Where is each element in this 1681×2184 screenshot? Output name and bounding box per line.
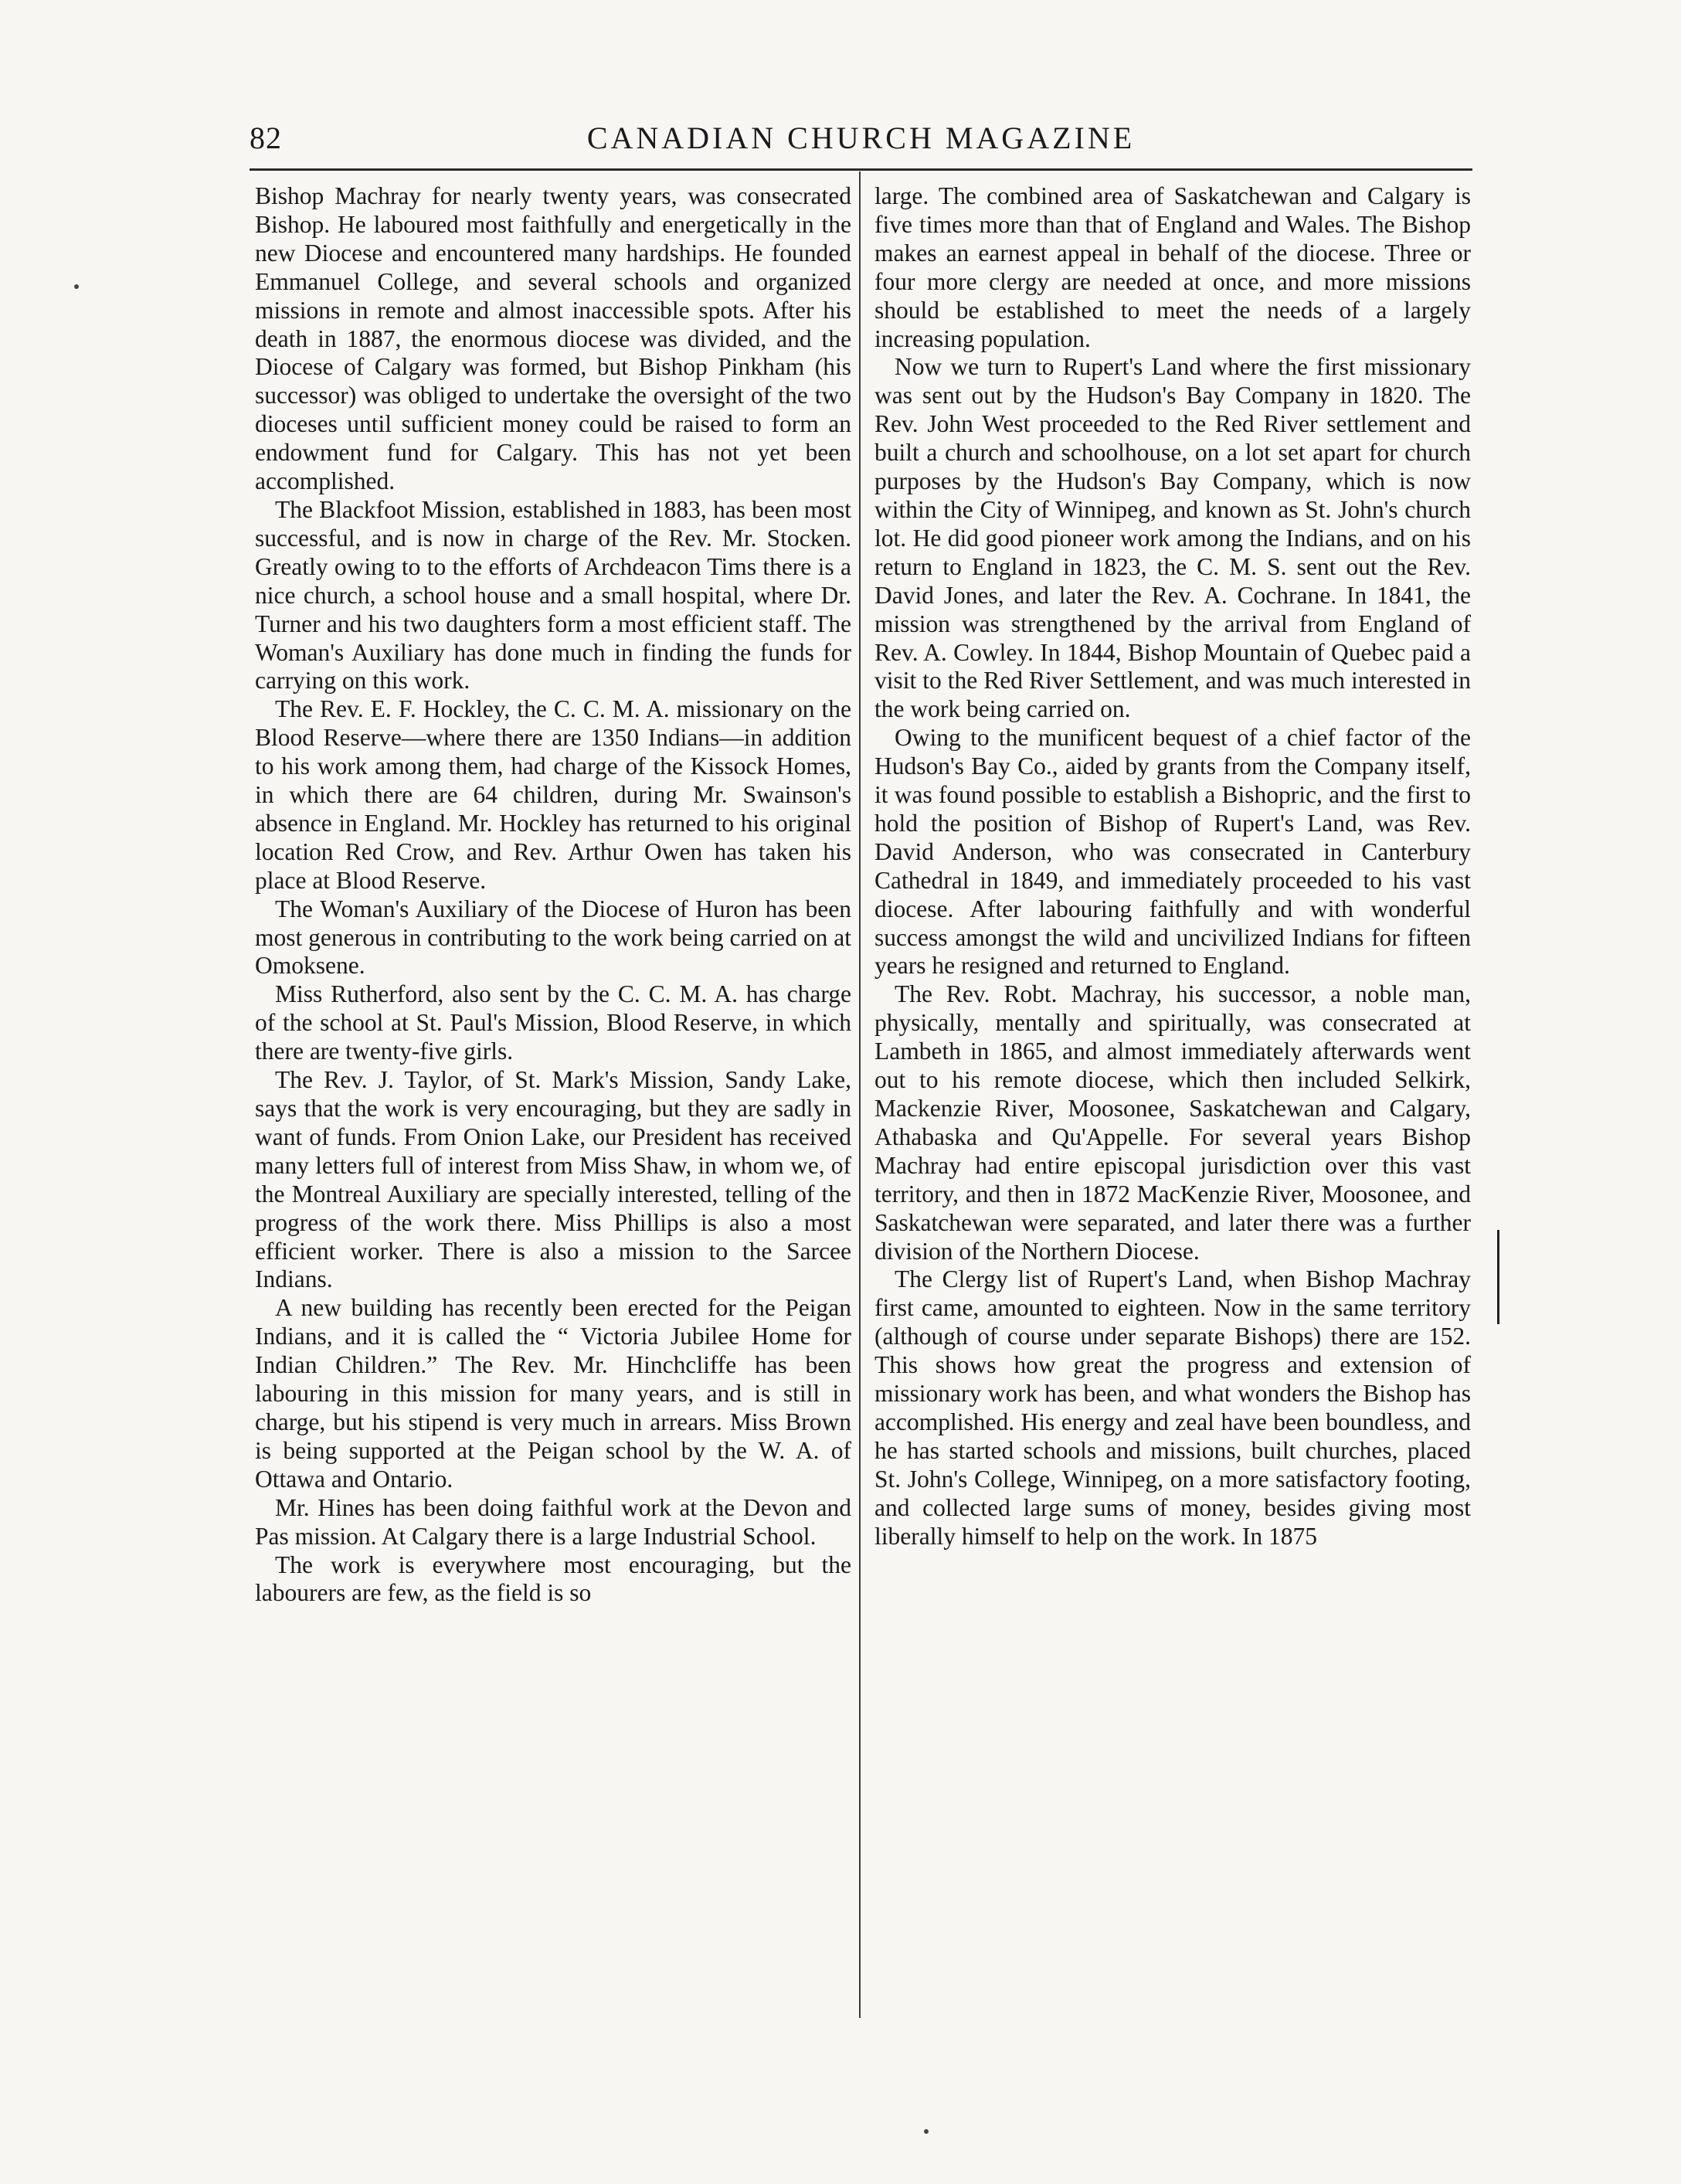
page-header	[250, 120, 1472, 166]
paragraph: The Clergy list of Rupert's Land, when Bishop Machray first came, amounted to eighteen. Now in the same territory (although of course under separate Bishops) there are 152. This shows how great the progress and extension of missionary work has been, and what wonders the Bishop has accomplished. His energy and zeal have been boundless, and he has started schools and missions, built churches, placed St. John's College, Winnipeg, on a more satisfactory footing, and collected large sums of money, besides giving most liberally himself to help on the work. In 1875	[874, 1265, 1471, 1550]
paragraph: large. The combined area of Saskatchewan and Calgary is five times more than that of England and Wales. The Bishop makes an earnest appeal in behalf of the diocese. Three or four more clergy are needed at once, and more missions should be established to meet the needs of a largely increasing population.	[874, 182, 1471, 352]
running-title: CANADIAN CHURCH MAGAZINE	[586, 121, 1136, 155]
paragraph: Now we turn to Rupert's Land where the first missionary was sent out by the Hudson's Bay Company in 1820. The Rev. John West proceeded to the Red River settlement and built a church and schoolhouse, on a lot set apart for church purposes by the Hudson's Bay Company, which is now within the City of Winnipeg, and known as St. John's church lot. He did good pioneer work among the Indians, and on his return to England in 1823, the C. M. S. sent out the Rev. David Jones, and later the Rev. A. Cochrane. In 1841, the mission was strengthened by the arrival from England of Rev. A. Cowley. In 1844, Bishop Mountain of Quebec paid a visit to the Red River Settlement, and was much interested in the work being carried on.	[874, 353, 1471, 723]
paragraph: The work is everywhere most encouraging, but the labourers are few, as the field is so	[255, 1551, 851, 1607]
column-divider	[859, 172, 861, 2018]
paragraph: Owing to the munificent bequest of a chief factor of the Hudson's Bay Co., aided by grants from the Company itself, it was found possible to establish a Bishopric, and the first to hold the position of Bishop of Rupert's Land, was Rev. David Anderson, who was consecrated in Canterbury Cathedral in 1849, and immediately proceeded to his vast diocese. After labouring faithfully and with wonderful success amongst the wild and uncivilized Indians for fifteen years he resigned and returned to England.	[874, 724, 1471, 980]
paragraph: The Rev. J. Taylor, of St. Mark's Mission, Sandy Lake, says that the work is very encouraging, but they are sadly in want of funds. From Onion Lake, our President has received many letters full of interest from Miss Shaw, in whom we, of the Montreal Auxiliary are specially interested, telling of the progress of the work there. Miss Phillips is also a most efficient worker. There is also a mission to the Sarcee Indians.	[255, 1066, 851, 1293]
speck	[74, 284, 79, 289]
paragraph: Mr. Hines has been doing faithful work at the Devon and Pas mission. At Calgary there is a large Industrial School.	[255, 1493, 851, 1550]
paragraph: Bishop Machray for nearly twenty years, was consecrated Bishop. He laboured most faithfully and energetically in the new Diocese and encountered many hardships. He founded Emmanuel College, and several schools and organized missions in remote and almost inaccessible spots. After his death in 1887, the enormous diocese was divided, and the Diocese of Calgary was formed, but Bishop Pinkham (his successor) was obliged to undertake the oversight of the two dioceses until sufficient money could be raised to form an endowment fund for Calgary. This has not yet been accomplished.	[255, 182, 851, 495]
paragraph: A new building has recently been erected for the Peigan Indians, and it is called the “ Victoria Jubilee Home for Indian Children.” The Rev. Mr. Hinchcliffe has been labouring in this mission for many years, and is still in charge, but his stipend is very much in arrears. Miss Brown is being supported at the Peigan school by the W. A. of Ottawa and Ontario.	[255, 1294, 851, 1493]
right-column	[874, 182, 1471, 1551]
paragraph: The Rev. E. F. Hockley, the C. C. M. A. missionary on the Blood Reserve—where there are 1350 Indians—in addition to his work among them, had charge of the Kissock Homes, in which there are 64 children, during Mr. Swainson's absence in England. Mr. Hockley has returned to his original location Red Crow, and Rev. Arthur Owen has taken his place at Blood Reserve.	[255, 695, 851, 894]
speck	[924, 2129, 929, 2134]
paragraph: The Rev. Robt. Machray, his successor, a noble man, physically, mentally and spiritually, was consecrated at Lambeth in 1865, and almost immediately afterwards went out to his remote diocese, which then included Selkirk, Mackenzie River, Moosonee, Saskatchewan and Calgary, Athabaska and Qu'Appelle. For several years Bishop Machray had entire episcopal jurisdiction over this vast territory, and then in 1872 MacKenzie River, Moosonee, and Saskatchewan were separated, and later there was a further division of the Northern Diocese.	[874, 980, 1471, 1265]
paragraph: The Blackfoot Mission, established in 1883, has been most successful, and is now in charge of the Rev. Mr. Stocken. Greatly owing to to the efforts of Archdeacon Tims there is a nice church, a school house and a small hospital, where Dr. Turner and his two daughters form a most efficient staff. The Woman's Auxiliary has done much in finding the funds for carrying on this work.	[255, 495, 851, 695]
paragraph: The Woman's Auxiliary of the Diocese of Huron has been most generous in contributing to the work being carried on at Omoksene.	[255, 895, 851, 980]
page-number: 82	[250, 121, 282, 155]
header-rule	[250, 168, 1472, 171]
paragraph: Miss Rutherford, also sent by the C. C. M. A. has charge of the school at St. Paul's Mission, Blood Reserve, in which there are twenty-five girls.	[255, 980, 851, 1065]
left-column	[255, 182, 851, 1608]
margin-mark	[1497, 1230, 1499, 1324]
